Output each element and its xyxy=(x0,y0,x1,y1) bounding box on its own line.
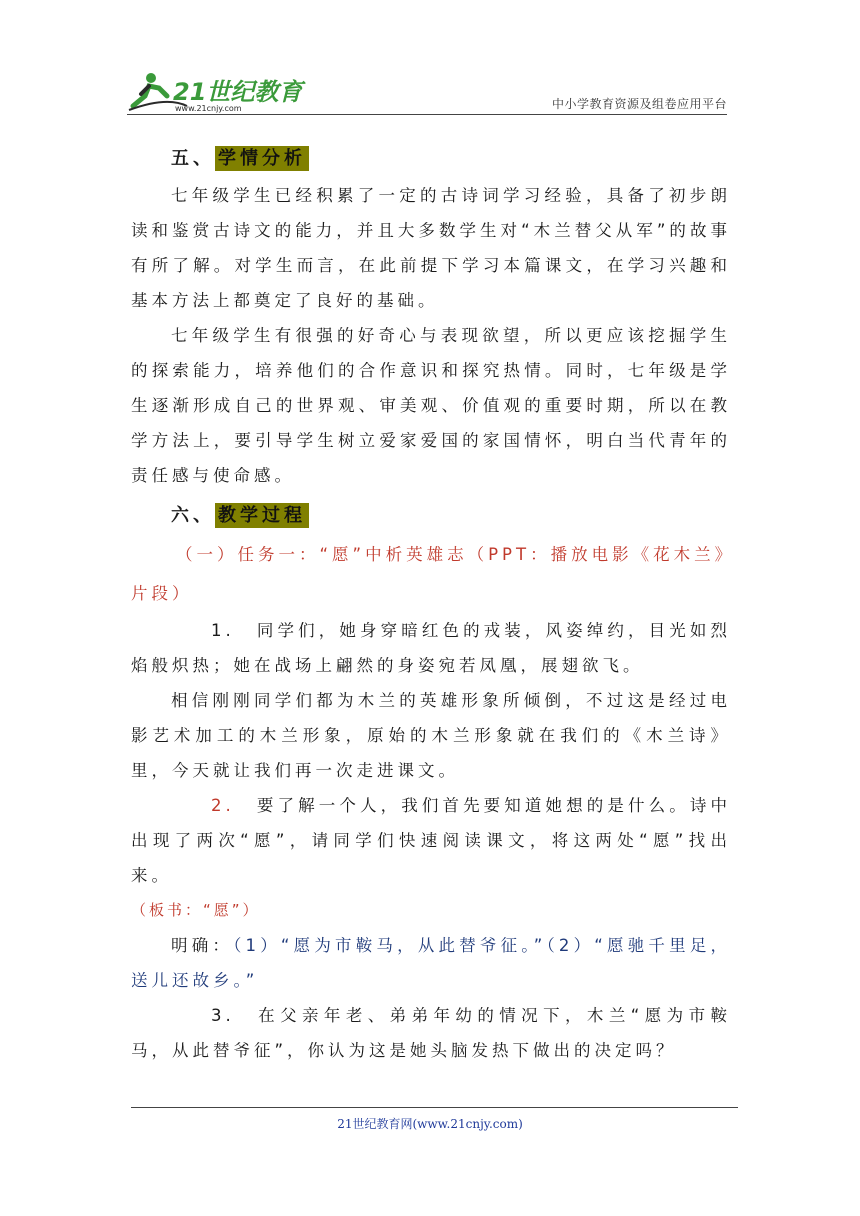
platform-tagline: 中小学教育资源及组卷应用平台 xyxy=(551,97,727,111)
item-text: 要了解一个人，我们首先要知道她想的是什么。诗中出现了两次“愿”，请同学们快速阅读课文，将这两处“愿”找出来。 xyxy=(131,796,731,885)
paragraph: 七年级学生已经积累了一定的古诗词学习经验，具备了初步朗读和鉴赏古诗文的能力，并且大多数学生对“木兰替父从军”的故事有所了解。对学生而言，在此前提下学习本篇课文，在学习兴趣和基本方法上都奠定了良好的基础。 xyxy=(131,186,731,310)
svg-text:www.21cnjy.com: www.21cnjy.com xyxy=(175,104,242,113)
clarify-text: （1）“愿为市鞍马，从此替爷征。”（2）“愿驰千里足，送儿还故乡。” xyxy=(131,936,732,990)
section-heading-five xyxy=(131,140,731,178)
list-item xyxy=(131,998,731,1068)
page-header xyxy=(127,62,727,120)
svg-text:21世纪教育: 21世纪教育 xyxy=(173,78,303,106)
footer-link[interactable]: 21世纪教育网(www.21cnjy.com) xyxy=(337,1117,523,1131)
section-title-highlight: 教学过程 xyxy=(215,503,309,528)
clarify-label: 明确： xyxy=(171,936,234,955)
paragraph: 相信刚刚同学们都为木兰的英雄形象所倾倒，不过这是经过电影艺术加工的木兰形象，原始的木兰形象就在我们的《木兰诗》里，今天就让我们再一次走进课文。 xyxy=(131,691,731,780)
item-number: 2. xyxy=(211,796,235,815)
item-number: 1. xyxy=(211,621,235,640)
section-heading-six xyxy=(131,497,731,535)
section-number: 五、 xyxy=(171,148,215,169)
list-item xyxy=(131,788,731,893)
clarification xyxy=(131,928,731,998)
item-text: 同学们，她身穿暗红色的戎装，风姿绰约，目光如烈焰般炽热；她在战场上翩然的身姿宛若凤凰，展翅欲飞。 xyxy=(131,621,731,675)
header-divider xyxy=(127,114,727,115)
paragraph: 七年级学生有很强的好奇心与表现欲望，所以更应该挖掘学生的探索能力，培养他们的合作意识和探究热情。同时，七年级是学生逐渐形成自己的世界观、审美观、价值观的重要时期，所以在教学方法上，要引导学生树立爱家爱国的家国情怀，明白当代青年的责任感与使命感。 xyxy=(131,326,731,485)
site-logo[interactable] xyxy=(127,66,317,114)
runner-logo-icon xyxy=(127,66,317,114)
section-title-highlight: 学情分析 xyxy=(215,146,309,171)
board-note: （板书：“愿”） xyxy=(131,901,261,919)
item-text: 在父亲年老、弟弟年幼的情况下，木兰“愿为市鞍马，从此替爷征”，你认为这是她头脑发热下做出的决定吗？ xyxy=(131,1006,731,1060)
document-body xyxy=(131,140,731,1068)
list-item xyxy=(131,613,731,683)
section-number: 六、 xyxy=(171,505,215,526)
task-heading: （一）任务一：“愿”中析英雄志（PPT：播放电影《花木兰》片段） xyxy=(131,545,727,603)
footer-divider xyxy=(131,1107,738,1108)
item-number: 3. xyxy=(211,1006,235,1025)
